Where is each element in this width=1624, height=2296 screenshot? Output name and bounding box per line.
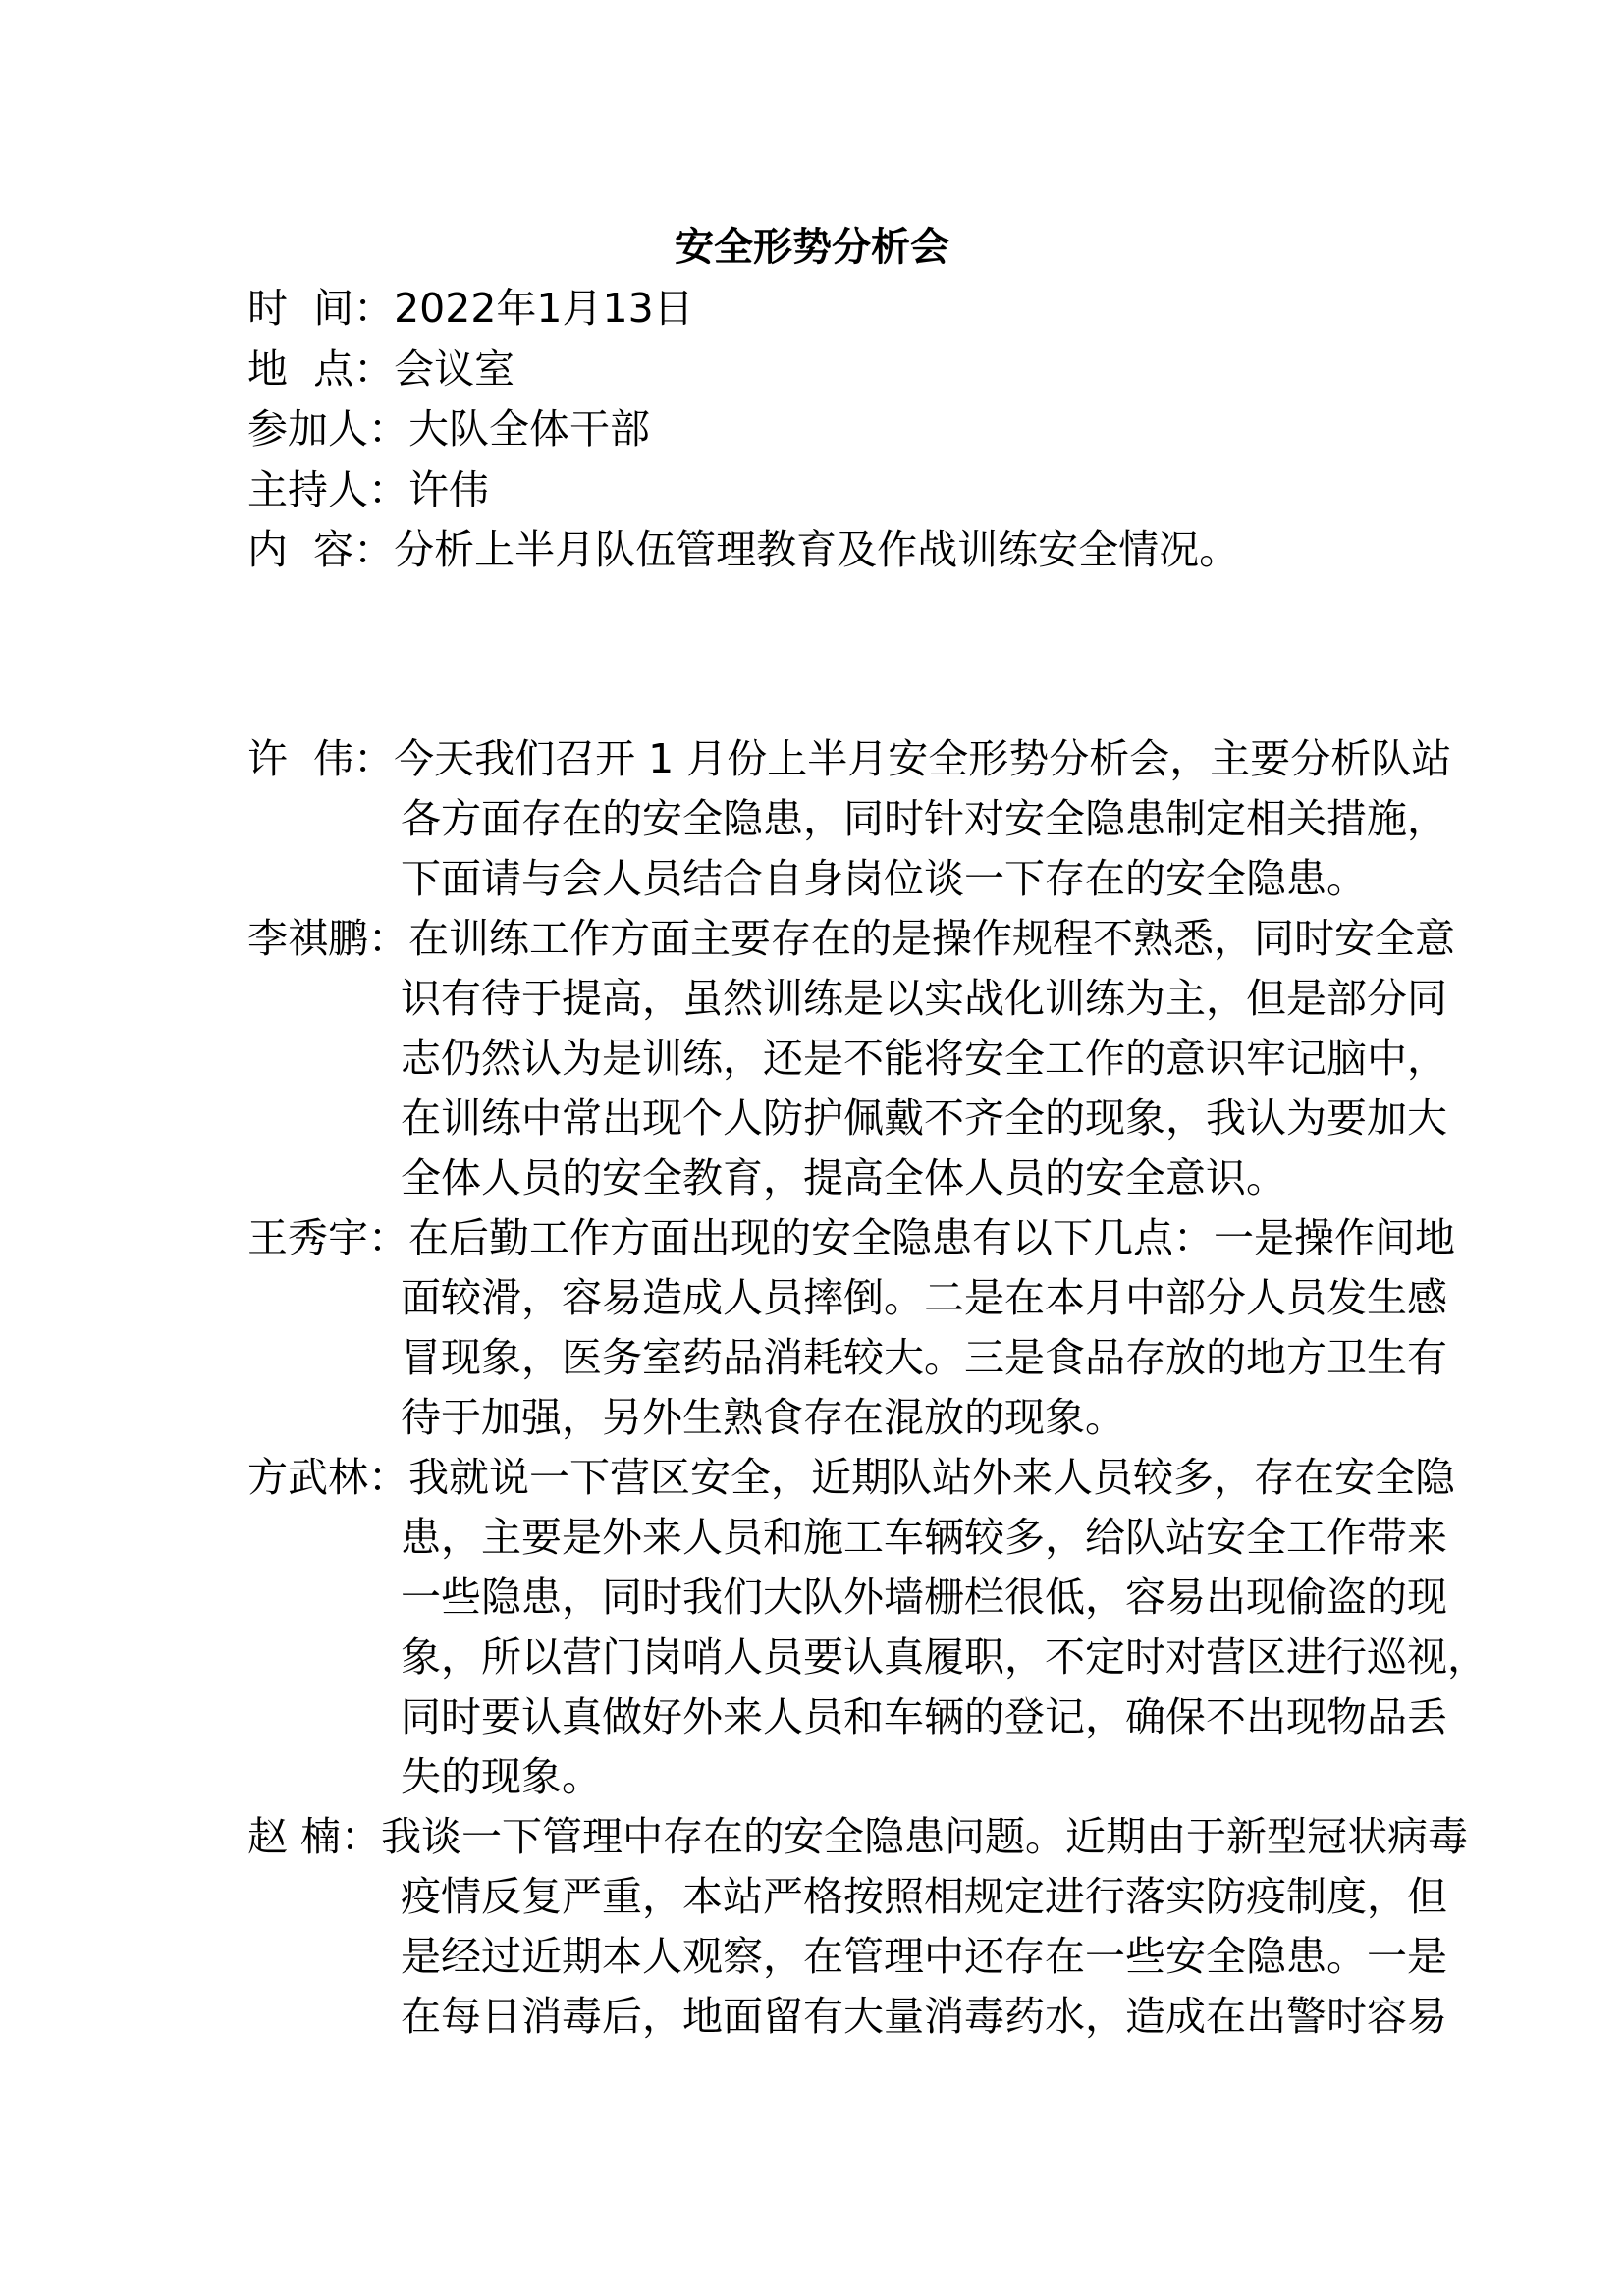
meta-value: 2022年1月13日 xyxy=(394,285,694,332)
statement-line xyxy=(247,1807,1469,1867)
speaker-name: 许 伟： xyxy=(247,735,395,782)
meta-value: 许伟 xyxy=(408,465,489,513)
meta-label: 内 容： xyxy=(247,526,395,573)
meta-label: 主持人： xyxy=(247,465,408,513)
statement-line xyxy=(247,909,1455,969)
meeting-minutes xyxy=(247,729,1488,2047)
statement-text: 志仍然认为是训练，还是不能将安全工作的意识牢记脑中， xyxy=(401,1035,1447,1082)
meta-label: 参加人： xyxy=(247,405,408,453)
statement-line xyxy=(247,729,1452,789)
statement-line xyxy=(247,969,1447,1029)
statement-text: 在训练工作方面主要存在的是操作规程不熟悉，同时安全意 xyxy=(408,915,1455,962)
statement-line xyxy=(247,1867,1447,1927)
speaker-statement xyxy=(247,1448,1488,1807)
statement-line xyxy=(247,1388,1396,1448)
statement-line xyxy=(247,1508,1447,1568)
speaker-name: 李祺鹏： xyxy=(247,915,408,962)
statement-text: 在训练中常出现个人防护佩戴不齐全的现象，我认为要加大 xyxy=(401,1095,1447,1142)
meta-row xyxy=(247,460,1239,521)
speaker-statement xyxy=(247,1208,1455,1448)
speaker-statement xyxy=(247,1807,1469,2047)
statement-line xyxy=(247,789,1447,849)
meta-row xyxy=(247,400,1239,460)
speaker-name: 方武林： xyxy=(247,1454,408,1501)
statement-line xyxy=(247,1148,1396,1208)
statement-text: 失的现象。 xyxy=(401,1753,602,1800)
statement-text: 同时要认真做好外来人员和车辆的登记，确保不出现物品丢 xyxy=(401,1693,1447,1740)
meta-label: 地 点： xyxy=(247,345,395,393)
meta-row xyxy=(247,340,1239,400)
statement-text: 在后勤工作方面出现的安全隐患有以下几点：一是操作间地 xyxy=(408,1214,1455,1261)
meta-row xyxy=(247,520,1239,581)
statement-line xyxy=(247,1568,1447,1628)
statement-line xyxy=(247,1268,1447,1328)
statement-text: 疫情反复严重，本站严格按照相规定进行落实防疫制度，但 xyxy=(401,1873,1447,1920)
meta-value: 大队全体干部 xyxy=(408,405,650,453)
statement-text: 我谈一下管理中存在的安全隐患问题。近期由于新型冠状病毒 xyxy=(381,1813,1469,1860)
statement-line xyxy=(247,1448,1455,1508)
speaker-statement xyxy=(247,729,1452,909)
meta-row xyxy=(247,279,1239,340)
statement-line xyxy=(247,1029,1447,1089)
meta-value: 会议室 xyxy=(394,345,515,393)
statement-text: 各方面存在的安全隐患，同时针对安全隐患制定相关措施， xyxy=(401,795,1447,842)
speaker-statement xyxy=(247,909,1455,1208)
statement-line xyxy=(247,1089,1447,1148)
statement-text: 是经过近期本人观察，在管理中还存在一些安全隐患。一是 xyxy=(401,1933,1447,1980)
meeting-info xyxy=(247,279,1239,581)
statement-line xyxy=(247,1927,1447,1987)
meta-label: 时 间： xyxy=(247,285,395,332)
speaker-name: 赵 楠： xyxy=(247,1813,382,1860)
statement-line xyxy=(247,849,1396,909)
statement-line xyxy=(247,1328,1447,1388)
statement-text: 患，主要是外来人员和施工车辆较多，给队站安全工作带来 xyxy=(401,1514,1447,1561)
statement-text: 识有待于提高，虽然训练是以实战化训练为主，但是部分同 xyxy=(401,975,1447,1022)
statement-line xyxy=(247,1208,1455,1268)
statement-text: 一些隐患，同时我们大队外墙栅栏很低，容易出现偷盗的现 xyxy=(401,1574,1447,1621)
statement-text: 冒现象，医务室药品消耗较大。三是食品存放的地方卫生有 xyxy=(401,1334,1447,1381)
statement-text: 象，所以营门岗哨人员要认真履职，不定时对营区进行巡视， xyxy=(401,1633,1488,1681)
statement-text: 今天我们召开 1 月份上半月安全形势分析会，主要分析队站 xyxy=(394,735,1452,782)
statement-text: 全体人员的安全教育，提高全体人员的安全意识。 xyxy=(401,1154,1286,1201)
document-title: 安全形势分析会 xyxy=(675,225,949,270)
statement-text: 待于加强，另外生熟食存在混放的现象。 xyxy=(401,1394,1125,1441)
statement-text: 下面请与会人员结合自身岗位谈一下存在的安全隐患。 xyxy=(401,855,1367,902)
statement-line xyxy=(247,1987,1447,2047)
statement-line xyxy=(247,1747,1396,1807)
statement-text: 面较滑，容易造成人员摔倒。二是在本月中部分人员发生感 xyxy=(401,1274,1447,1321)
meta-value: 分析上半月队伍管理教育及作战训练安全情况。 xyxy=(394,526,1240,573)
speaker-name: 王秀宇： xyxy=(247,1214,408,1261)
statement-text: 在每日消毒后，地面留有大量消毒药水，造成在出警时容易 xyxy=(401,1993,1447,2040)
statement-line xyxy=(247,1687,1447,1747)
statement-text: 我就说一下营区安全，近期队站外来人员较多，存在安全隐 xyxy=(408,1454,1455,1501)
statement-line xyxy=(247,1628,1488,1687)
